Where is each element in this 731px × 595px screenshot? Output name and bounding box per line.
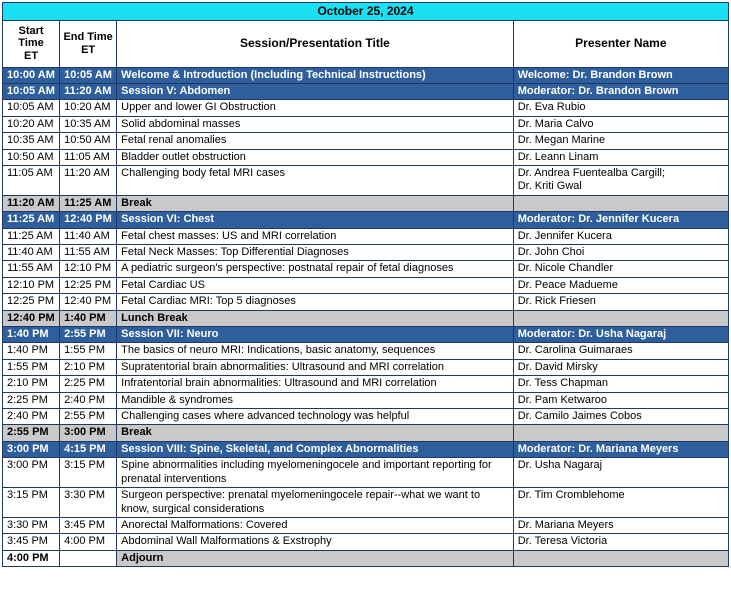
cell-session-title: Infratentorial brain abnormalities: Ultrasound and MRI correlation — [117, 376, 514, 392]
cell-session-title: The basics of neuro MRI: Indications, basic anatomy, sequences — [117, 343, 514, 359]
cell-presenter-name: Dr. David Mirsky — [513, 359, 728, 375]
cell-session-title: Spine abnormalities including myelomeningocele and important reporting for prenatal interventions — [117, 458, 514, 488]
cell-end-time: 3:00 PM — [60, 425, 117, 441]
cell-end-time: 4:00 PM — [60, 534, 117, 550]
cell-presenter-name: Dr. Eva Rubio — [513, 100, 728, 116]
cell-start-time: 2:40 PM — [3, 409, 60, 425]
cell-session-title: Break — [117, 425, 514, 441]
cell-end-time: 12:40 PM — [60, 212, 117, 228]
table-row — [3, 133, 729, 149]
table-row — [3, 376, 729, 392]
cell-session-title: Solid abdominal masses — [117, 116, 514, 132]
cell-end-time: 11:40 AM — [60, 228, 117, 244]
cell-start-time: 3:30 PM — [3, 517, 60, 533]
table-row — [3, 149, 729, 165]
table-row — [3, 100, 729, 116]
cell-session-title: Fetal Cardiac US — [117, 277, 514, 293]
cell-session-title: Abdominal Wall Malformations & Exstrophy — [117, 534, 514, 550]
cell-end-time: 11:05 AM — [60, 149, 117, 165]
cell-session-title: Break — [117, 195, 514, 211]
table-row — [3, 534, 729, 550]
cell-end-time: 10:35 AM — [60, 116, 117, 132]
cell-start-time: 4:00 PM — [3, 550, 60, 566]
cell-presenter-name: Dr. John Choi — [513, 245, 728, 261]
banner-title: October 25, 2024 — [3, 3, 729, 21]
cell-end-time: 4:15 PM — [60, 441, 117, 457]
cell-end-time: 10:20 AM — [60, 100, 117, 116]
cell-presenter-name: Dr. Camilo Jaimes Cobos — [513, 409, 728, 425]
cell-session-title: Bladder outlet obstruction — [117, 149, 514, 165]
cell-presenter-name: Dr. Mariana Meyers — [513, 517, 728, 533]
table-row — [3, 488, 729, 518]
cell-presenter-name: Moderator: Dr. Jennifer Kucera — [513, 212, 728, 228]
cell-start-time: 3:00 PM — [3, 441, 60, 457]
table-row — [3, 327, 729, 343]
header-start-line1: Start — [18, 24, 44, 37]
cell-start-time: 2:25 PM — [3, 392, 60, 408]
table-row — [3, 67, 729, 83]
table-row — [3, 83, 729, 99]
cell-start-time: 3:00 PM — [3, 458, 60, 488]
cell-session-title: Session VII: Neuro — [117, 327, 514, 343]
cell-start-time: 11:40 AM — [3, 245, 60, 261]
cell-presenter-name: Dr. Tim Cromblehome — [513, 488, 728, 518]
cell-end-time: 10:50 AM — [60, 133, 117, 149]
cell-session-title: Session V: Abdomen — [117, 83, 514, 99]
table-row — [3, 425, 729, 441]
cell-session-title: Fetal renal anomalies — [117, 133, 514, 149]
cell-start-time: 10:35 AM — [3, 133, 60, 149]
header-start-line3: ET — [24, 49, 39, 62]
table-row — [3, 441, 729, 457]
table-row — [3, 228, 729, 244]
cell-presenter-name: Dr. Megan Marine — [513, 133, 728, 149]
cell-start-time: 12:25 PM — [3, 294, 60, 310]
cell-end-time: 12:25 PM — [60, 277, 117, 293]
cell-session-title: Supratentorial brain abnormalities: Ultrasound and MRI correlation — [117, 359, 514, 375]
cell-presenter-name: Dr. Jennifer Kucera — [513, 228, 728, 244]
cell-end-time: 1:40 PM — [60, 310, 117, 326]
cell-start-time: 11:05 AM — [3, 165, 60, 195]
cell-end-time: 11:20 AM — [60, 165, 117, 195]
cell-presenter-name — [513, 310, 728, 326]
cell-end-time: 11:20 AM — [60, 83, 117, 99]
cell-presenter-name: Dr. Leann Linam — [513, 149, 728, 165]
cell-end-time: 3:30 PM — [60, 488, 117, 518]
header-end-line1: End Time — [63, 30, 113, 43]
cell-start-time: 3:15 PM — [3, 488, 60, 518]
cell-session-title: Anorectal Malformations: Covered — [117, 517, 514, 533]
cell-end-time: 3:15 PM — [60, 458, 117, 488]
cell-session-title: Welcome & Introduction (Including Technical Instructions) — [117, 67, 514, 83]
cell-presenter-name: Dr. Carolina Guimaraes — [513, 343, 728, 359]
cell-end-time: 3:45 PM — [60, 517, 117, 533]
cell-line: Dr. Andrea Fuentealba Cargill; — [517, 166, 666, 179]
cell-session-title: Lunch Break — [117, 310, 514, 326]
cell-start-time: 11:25 AM — [3, 212, 60, 228]
header-row — [3, 20, 729, 67]
header-end-time — [60, 20, 117, 67]
cell-end-time: 10:05 AM — [60, 67, 117, 83]
table-row — [3, 116, 729, 132]
cell-session-title: Fetal Cardiac MRI: Top 5 diagnoses — [117, 294, 514, 310]
cell-start-time: 11:20 AM — [3, 195, 60, 211]
cell-presenter-name: Dr. Nicole Chandler — [513, 261, 728, 277]
cell-session-title: Challenging body fetal MRI cases — [117, 165, 514, 195]
table-row — [3, 343, 729, 359]
cell-end-time: 11:55 AM — [60, 245, 117, 261]
schedule-body — [3, 3, 729, 567]
header-start-line2: Time — [18, 37, 44, 50]
cell-presenter-name: Moderator: Dr. Mariana Meyers — [513, 441, 728, 457]
cell-start-time: 1:55 PM — [3, 359, 60, 375]
cell-session-title: Adjourn — [117, 550, 514, 566]
cell-start-time: 10:50 AM — [3, 149, 60, 165]
cell-presenter-name: Dr. Pam Ketwaroo — [513, 392, 728, 408]
cell-start-time: 1:40 PM — [3, 327, 60, 343]
banner-row — [3, 3, 729, 21]
cell-presenter-name: Dr. Peace Madueme — [513, 277, 728, 293]
cell-end-time: 1:55 PM — [60, 343, 117, 359]
cell-presenter-name: Dr. Maria Calvo — [513, 116, 728, 132]
cell-start-time: 11:25 AM — [3, 228, 60, 244]
cell-start-time: 10:05 AM — [3, 83, 60, 99]
cell-presenter-name: Moderator: Dr. Brandon Brown — [513, 83, 728, 99]
cell-session-title: Session VIII: Spine, Skeletal, and Complex Abnormalities — [117, 441, 514, 457]
cell-presenter-name: Dr. Tess Chapman — [513, 376, 728, 392]
table-row — [3, 409, 729, 425]
cell-start-time: 2:10 PM — [3, 376, 60, 392]
cell-presenter-name — [513, 425, 728, 441]
table-row — [3, 245, 729, 261]
schedule-table — [2, 2, 729, 567]
cell-session-title: A pediatric surgeon's perspective: postnatal repair of fetal diagnoses — [117, 261, 514, 277]
table-row — [3, 458, 729, 488]
cell-end-time: 2:40 PM — [60, 392, 117, 408]
cell-end-time — [60, 550, 117, 566]
header-end-line2: ET — [81, 43, 96, 56]
cell-session-title: Upper and lower GI Obstruction — [117, 100, 514, 116]
cell-presenter-name — [513, 165, 728, 195]
cell-start-time: 3:45 PM — [3, 534, 60, 550]
cell-presenter-name: Dr. Teresa Victoria — [513, 534, 728, 550]
cell-presenter-name — [513, 195, 728, 211]
cell-start-time: 12:40 PM — [3, 310, 60, 326]
table-row — [3, 277, 729, 293]
table-row — [3, 517, 729, 533]
cell-session-title: Session VI: Chest — [117, 212, 514, 228]
header-session-title: Session/Presentation Title — [117, 20, 514, 67]
cell-presenter-name: Dr. Rick Friesen — [513, 294, 728, 310]
table-row — [3, 212, 729, 228]
cell-start-time: 2:55 PM — [3, 425, 60, 441]
cell-presenter-name — [513, 550, 728, 566]
cell-line: Dr. Kriti Gwal — [517, 180, 582, 193]
cell-presenter-name: Dr. Usha Nagaraj — [513, 458, 728, 488]
table-row — [3, 359, 729, 375]
table-row — [3, 392, 729, 408]
table-row — [3, 195, 729, 211]
cell-start-time: 10:00 AM — [3, 67, 60, 83]
cell-session-title: Challenging cases where advanced technology was helpful — [117, 409, 514, 425]
table-row — [3, 550, 729, 566]
cell-end-time: 12:40 PM — [60, 294, 117, 310]
table-row — [3, 294, 729, 310]
table-row — [3, 165, 729, 195]
header-start-time — [3, 20, 60, 67]
cell-start-time: 10:05 AM — [3, 100, 60, 116]
table-row — [3, 310, 729, 326]
cell-session-title: Fetal chest masses: US and MRI correlation — [117, 228, 514, 244]
table-row — [3, 261, 729, 277]
cell-end-time: 2:25 PM — [60, 376, 117, 392]
cell-end-time: 12:10 PM — [60, 261, 117, 277]
header-presenter-name: Presenter Name — [513, 20, 728, 67]
cell-start-time: 1:40 PM — [3, 343, 60, 359]
cell-session-title: Surgeon perspective: prenatal myelomeningocele repair--what we want to know, surgical considerations — [117, 488, 514, 518]
cell-session-title: Fetal Neck Masses: Top Differential Diagnoses — [117, 245, 514, 261]
cell-end-time: 2:55 PM — [60, 409, 117, 425]
cell-end-time: 2:10 PM — [60, 359, 117, 375]
cell-presenter-name: Welcome: Dr. Brandon Brown — [513, 67, 728, 83]
cell-end-time: 11:25 AM — [60, 195, 117, 211]
cell-end-time: 2:55 PM — [60, 327, 117, 343]
cell-start-time: 12:10 PM — [3, 277, 60, 293]
cell-start-time: 11:55 AM — [3, 261, 60, 277]
cell-start-time: 10:20 AM — [3, 116, 60, 132]
cell-presenter-name: Moderator: Dr. Usha Nagaraj — [513, 327, 728, 343]
cell-session-title: Mandible & syndromes — [117, 392, 514, 408]
